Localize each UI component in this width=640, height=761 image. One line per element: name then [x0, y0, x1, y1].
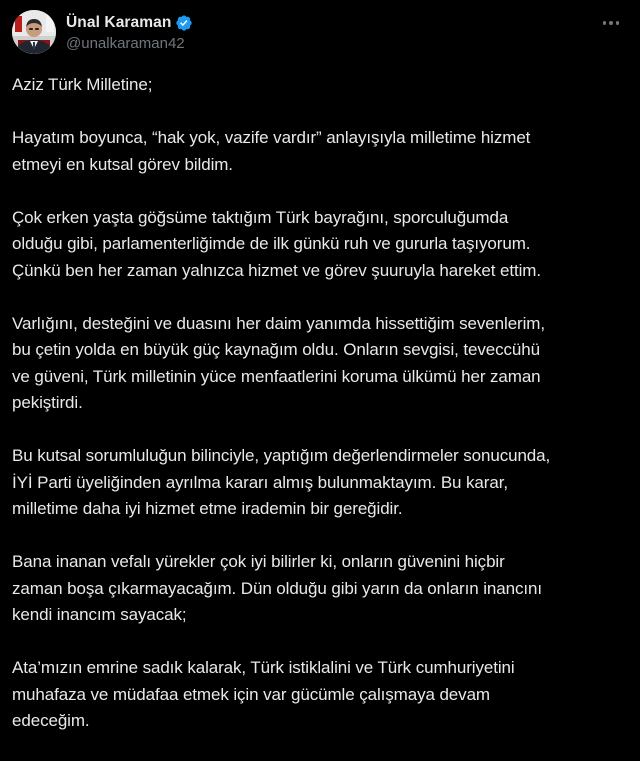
tweet-paragraph: Ata’mızın emrine sadık kalarak, Türk istiklalini ve Türk cumhuriyetini muhafaza ve müdafaa etmek için var gücümle çalışmaya devam edeceğim. [12, 658, 515, 730]
tweet-paragraph: Hayatım boyunca, “hak yok, vazife vardır” anlayışıyla milletime hizmet etmeyi en kutsal görev bildim. [12, 128, 531, 174]
tweet-text [12, 72, 628, 761]
more-dot [609, 21, 613, 25]
display-name-row [66, 12, 193, 33]
avatar-image [12, 10, 56, 54]
tweet-paragraph: Çok erken yaşta göğsüme taktığım Türk bayrağını, sporculuğumda olduğu gibi, parlamenterliğimde de ilk günkü ruh ve gururla taşıyorum. Çünkü ben her zaman yalnızca hizmet ve görev şuuruyla hareket ettim. [12, 207, 541, 280]
more-dot [603, 21, 607, 25]
tweet-paragraph: Varlığını, desteğini ve duasını her daim yanımda hissettiğim sevenlerim, bu çetin yolda en büyük güç kaynağım oldu. Onların sevgisi, teveccühü ve güveni, Türk milletinin yüce menfaatlerini koruma ülkümü her zaman pekiştirdi. [12, 313, 545, 412]
tweet-paragraph: Bu kutsal sorumluluğun bilinciyle, yaptığım değerlendirmeler sonucunda, İYİ Parti üyeliğinden ayrılma kararı almış bulunmaktayım. Bu karar, milletime daha iyi hizmet etme irademin bir gereğidir. [12, 446, 551, 518]
author-names [66, 12, 193, 54]
more-options-icon[interactable] [598, 14, 624, 32]
tweet-header [12, 10, 628, 58]
display-name[interactable]: Ünal Karaman [66, 13, 172, 31]
more-dot [616, 21, 620, 25]
avatar[interactable] [12, 10, 56, 54]
verified-badge-icon[interactable] [175, 14, 193, 32]
author-handle[interactable]: @unalkaraman42 [66, 35, 185, 52]
tweet-paragraph: Bana inanan vefalı yürekler çok iyi bilirler ki, onların güvenini hiçbir zaman boşa çıkarmayacağım. Dün olduğu gibi yarın da onların inancını kendi inancım sayacak; [12, 552, 542, 624]
tweet-paragraph: Aziz Türk Milletine; [12, 75, 153, 94]
